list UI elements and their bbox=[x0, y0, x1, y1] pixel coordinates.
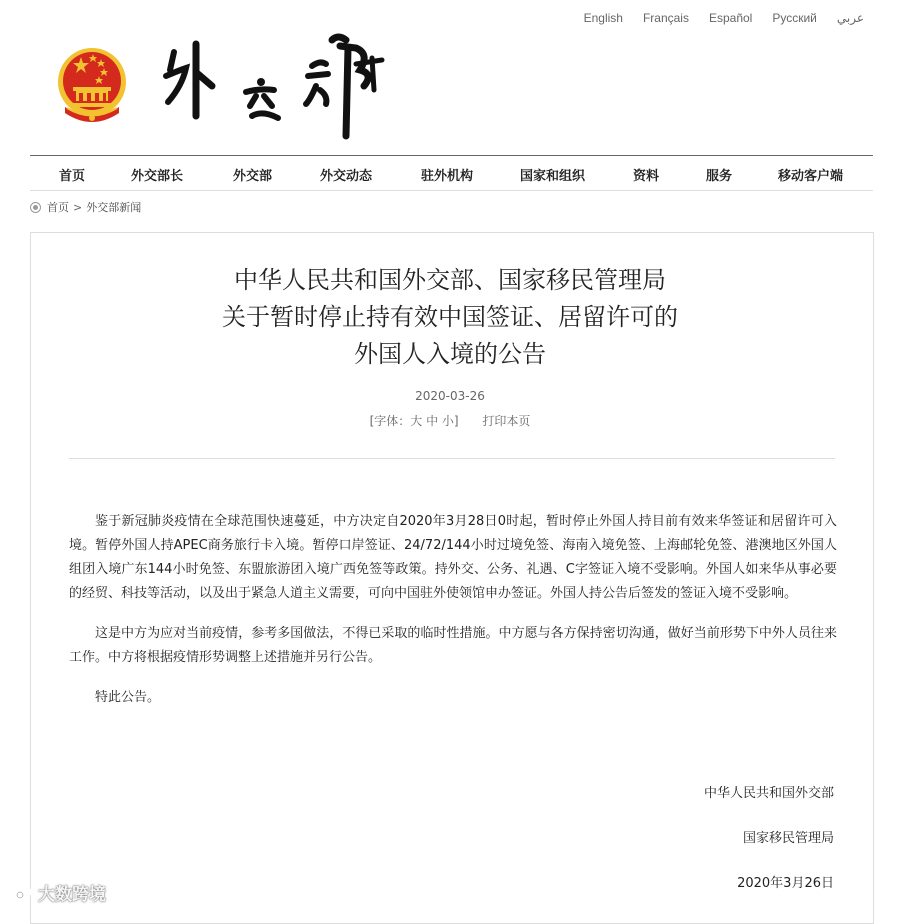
article-title bbox=[0, 262, 900, 373]
nav-minister[interactable]: 外交部长 bbox=[131, 169, 184, 184]
signature-date: 2020年3月26日 bbox=[737, 876, 834, 891]
signature-ministry: 中华人民共和国外交部 bbox=[703, 786, 834, 801]
nav-resources[interactable]: 资料 bbox=[633, 169, 660, 184]
breadcrumb bbox=[30, 199, 141, 215]
national-emblem-logo[interactable] bbox=[55, 45, 129, 123]
nav-countries-organizations[interactable]: 国家和组织 bbox=[520, 169, 586, 184]
breadcrumb-home[interactable]: 首页 bbox=[47, 201, 69, 214]
article-paragraph: 这是中方为应对当前疫情，参考多国做法，不得已采取的临时性措施。中方愿与各方保持密切沟通，做好当前形势下中外人员往来工作。中方将根据疫情形势调整上述措施并另行公告。 bbox=[69, 626, 837, 665]
article-tools bbox=[0, 412, 900, 429]
watermark-text: 大数跨境 bbox=[38, 885, 106, 905]
signature-immigration: 国家移民管理局 bbox=[742, 831, 834, 846]
article-paragraph: 特此公告。 bbox=[95, 690, 161, 705]
breadcrumb-current[interactable]: 外交部新闻 bbox=[86, 201, 142, 214]
language-bar bbox=[564, 11, 864, 25]
nav-ministry[interactable]: 外交部 bbox=[233, 169, 273, 184]
lang-arabic[interactable]: عربي bbox=[836, 11, 864, 25]
article-date: 2020-03-26 bbox=[415, 389, 485, 403]
watermark bbox=[8, 880, 106, 905]
lang-english[interactable]: English bbox=[583, 11, 623, 25]
article-title-line: 中华人民共和国外交部、国家移民管理局 bbox=[234, 266, 666, 294]
ministry-calligraphy-logo[interactable] bbox=[160, 30, 385, 142]
nav-mobile-client[interactable]: 移动客户端 bbox=[778, 169, 844, 184]
lang-spanish[interactable]: Español bbox=[708, 11, 753, 25]
nav-diplomatic-news[interactable]: 外交动态 bbox=[320, 169, 373, 184]
lang-russian[interactable]: Русский bbox=[772, 11, 817, 25]
article-paragraph: 鉴于新冠肺炎疫情在全球范围快速蔓延，中方决定自2020年3月28日0时起，暂时停止外国人持目前有效来华签证和居留许可入境。暂停外国人持APEC商务旅行卡入境。暂停口岸签证、24/72/144小时过境免签、海南入境免签、上海邮轮免签、港澳地区外国人组团入境广东144小时免签、东盟旅游团入境广西免签等政策。持外交、公务、礼遇、C字签证入境不受影响。外国人如来华从事必要的经贸、科技等活动，以及出于紧急人道主义需要，可向中国驻外使领馆申办签证。外国人持公告后签发的签证入境不受影响。 bbox=[69, 514, 837, 601]
nav-home[interactable]: 首页 bbox=[59, 169, 86, 184]
lang-french[interactable]: Français bbox=[642, 11, 689, 25]
nav-missions-abroad[interactable]: 驻外机构 bbox=[421, 169, 474, 184]
print-button[interactable]: 打印本页 bbox=[482, 414, 531, 428]
font-size-selector[interactable]: [字体：大 中 小] bbox=[369, 414, 459, 428]
nav-services[interactable]: 服务 bbox=[706, 169, 733, 184]
article-title-line: 关于暂时停止持有效中国签证、居留许可的 bbox=[222, 303, 678, 331]
main-nav bbox=[30, 156, 873, 190]
article-divider bbox=[69, 458, 835, 459]
article-title-line: 外国人入境的公告 bbox=[354, 340, 546, 368]
breadcrumb-separator: > bbox=[73, 200, 83, 214]
article-body bbox=[69, 510, 837, 726]
watermark-logo-icon bbox=[8, 883, 34, 903]
location-icon bbox=[30, 202, 41, 213]
nav-bottom-divider bbox=[30, 190, 873, 191]
